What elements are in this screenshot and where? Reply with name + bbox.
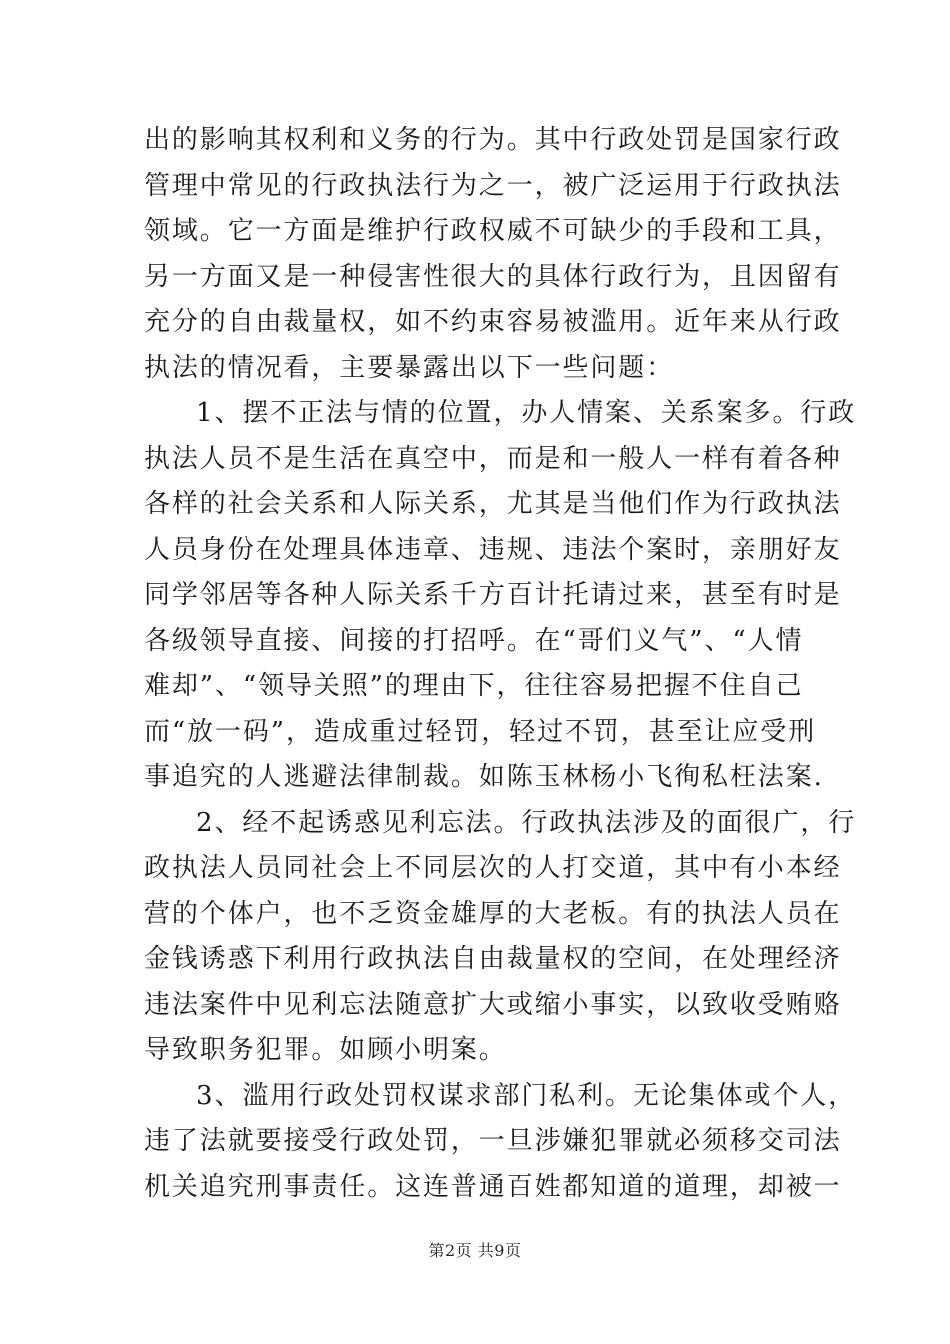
text-line: 充分的自由裁量权，如不约束容易被滥用。近年来从行政 <box>144 307 842 337</box>
text-line: 难却”、“领导关照”的理由下，往往容易把握不住自己 <box>144 671 804 701</box>
text-line: 同学邻居等各种人际关系千方百计托请过来，甚至有时是 <box>144 580 842 610</box>
text-line: 机关追究刑事责任。这连普通百姓都知道的道理，却被一 <box>144 1171 842 1202</box>
text-line: 1、摆不正法与情的位置，办人情案、关系案多。行政 <box>196 398 857 428</box>
text-line: 出的影响其权利和义务的行为。其中行政处罚是国家行政 <box>144 125 842 155</box>
text-line: 各级领导直接、间接的打招呼。在“哥们义气”、“人情 <box>144 625 804 656</box>
text-line: 违法案件中见利忘法随意扩大或缩小事实，以致收受贿赂 <box>144 989 842 1020</box>
text-line: 执法的情况看，主要暴露出以下一些问题： <box>144 352 675 383</box>
text-line: 领域。它一方面是维护行政权威不可缺少的手段和工具， <box>144 216 842 246</box>
text-line: 各样的社会关系和人际关系，尤其是当他们作为行政执法 <box>144 489 842 519</box>
text-line: 执法人员不是生活在真空中，而是和一般人一样有着各种 <box>144 443 842 474</box>
text-line: 另一方面又是一种侵害性很大的具体行政行为，且因留有 <box>144 261 842 292</box>
text-line: 事追究的人逃避法律制裁。如陈玉林杨小飞徇私枉法案. <box>144 762 824 792</box>
text-line: 营的个体户，也不乏资金雄厚的大老板。有的执法人员在 <box>144 898 842 929</box>
body-text <box>144 118 857 1210</box>
text-line: 3、滥用行政处罚权谋求部门私利。无论集体或个人， <box>196 1080 857 1111</box>
text-line: 而“放一码”，造成重过轻罚，轻过不罚，甚至让应受刑 <box>144 716 817 747</box>
text-line: 政执法人员同社会上不同层次的人打交道，其中有小本经 <box>144 853 842 883</box>
text-line: 2、经不起诱惑见利忘法。行政执法涉及的面很广，行 <box>196 807 857 838</box>
text-line: 人员身份在处理具体违章、违规、违法个案时，亲朋好友 <box>144 534 842 565</box>
text-line: 违了法就要接受行政处罚，一旦涉嫌犯罪就必须移交司法 <box>144 1126 842 1156</box>
text-line: 管理中常见的行政执法行为之一，被广泛运用于行政执法 <box>144 170 842 201</box>
text-line: 金钱诱惑下利用行政执法自由裁量权的空间，在处理经济 <box>144 944 842 974</box>
page-footer: 第2页 共9页 <box>428 1241 522 1260</box>
text-line: 导致职务犯罪。如顾小明案。 <box>144 1035 507 1065</box>
